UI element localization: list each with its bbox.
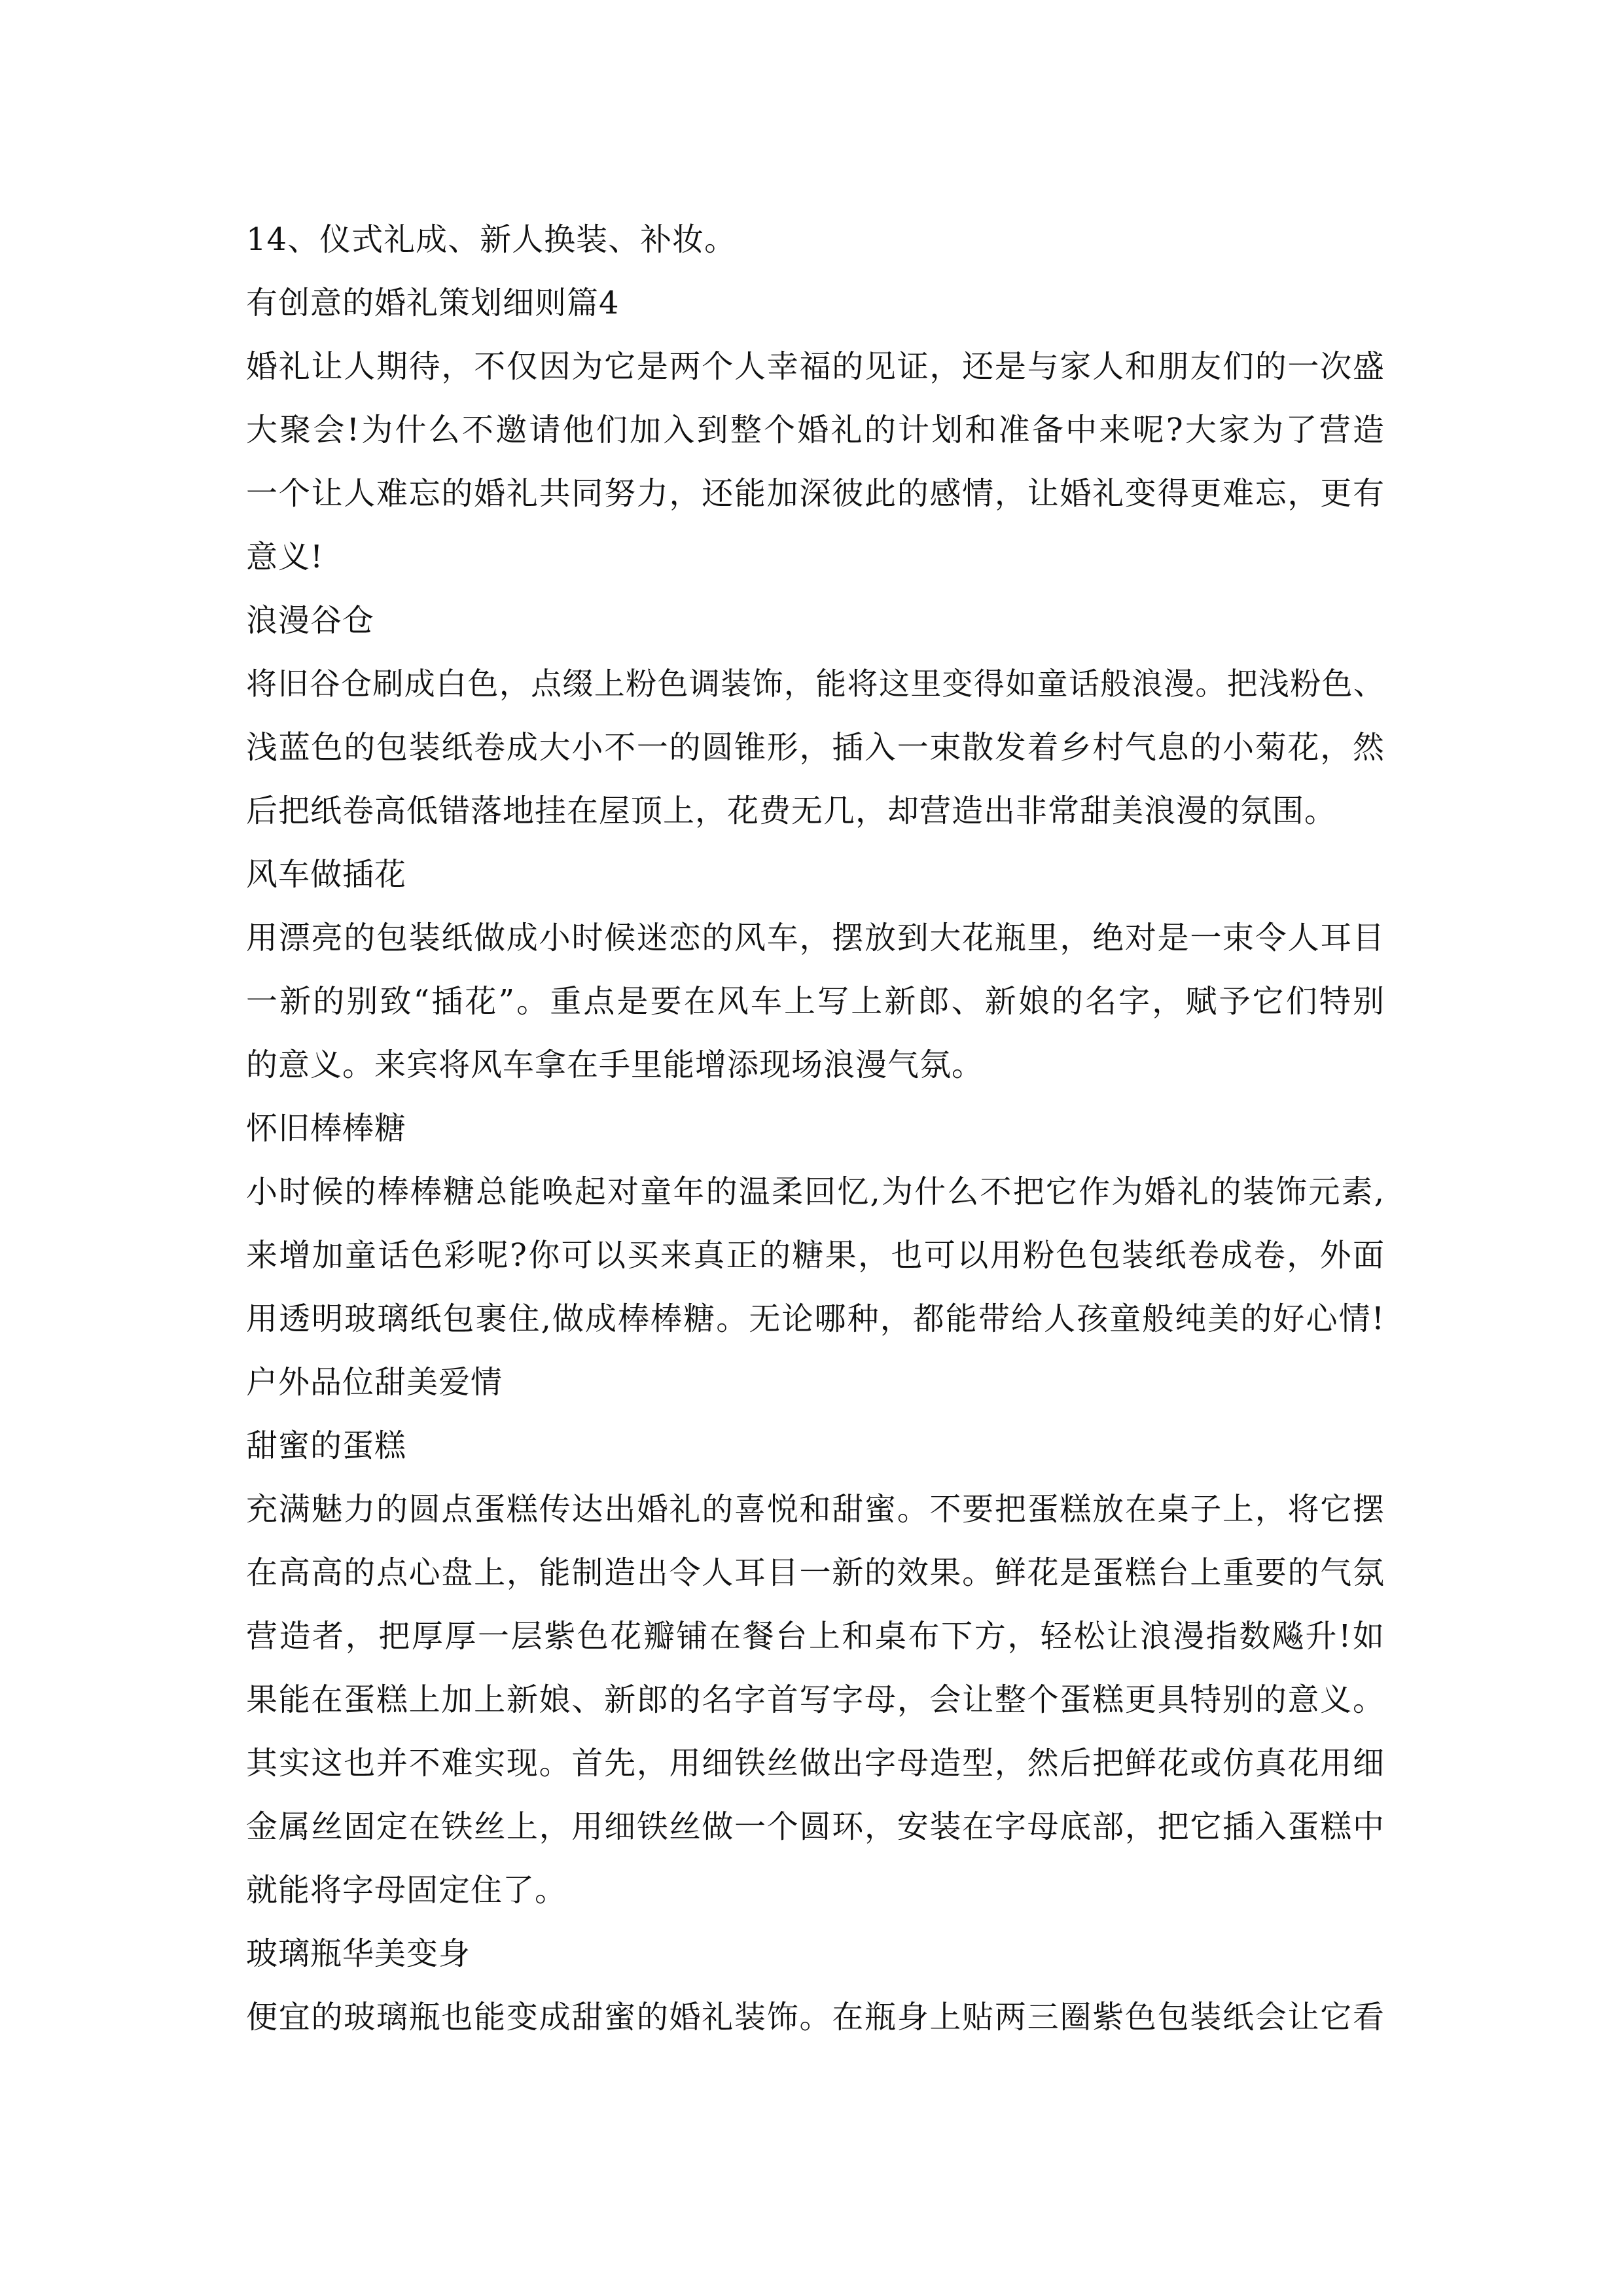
text-line: 用透明玻璃纸包裹住,做成棒棒糖。无论哪种，都能带给人孩童般纯美的好心情!	[246, 1300, 1385, 1337]
text-line: 便宜的玻璃瓶也能变成甜蜜的婚礼装饰。在瓶身上贴两三圈紫色包装纸会让它看	[246, 1999, 1385, 2036]
text-line: 14、仪式礼成、新人换装、补妆。	[246, 221, 737, 258]
text-line: 来增加童话色彩呢?你可以买来真正的糖果，也可以用粉色包装纸卷成卷，外面	[246, 1237, 1385, 1274]
text-line: 一个让人难忘的婚礼共同努力，还能加深彼此的感情，让婚礼变得更难忘，更有	[246, 475, 1385, 512]
document-body	[246, 208, 1385, 2049]
text-line: 就能将字母固定住了。	[246, 1872, 567, 1909]
text-line: 怀旧棒棒糖	[246, 1110, 407, 1147]
text-line: 在高高的点心盘上，能制造出令人耳目一新的效果。鲜花是蛋糕台上重要的气氛	[246, 1554, 1385, 1591]
text-line: 意义!	[246, 539, 324, 575]
text-line: 营造者，把厚厚一层紫色花瓣铺在餐台上和桌布下方，轻松让浪漫指数飚升!如	[246, 1618, 1385, 1655]
text-line: 金属丝固定在铁丝上，用细铁丝做一个圆环，安装在字母底部，把它插入蛋糕中	[246, 1808, 1385, 1845]
text-line: 的意义。来宾将风车拿在手里能增添现场浪漫气氛。	[246, 1047, 984, 1083]
text-line: 玻璃瓶华美变身	[246, 1935, 471, 1972]
text-line: 果能在蛋糕上加上新娘、新郎的名字首写字母，会让整个蛋糕更具特别的意义。	[246, 1681, 1385, 1718]
text-line: 甜蜜的蛋糕	[246, 1427, 407, 1464]
text-line: 婚礼让人期待，不仅因为它是两个人幸福的见证，还是与家人和朋友们的一次盛	[246, 348, 1385, 385]
text-line: 一新的别致“插花”。重点是要在风车上写上新郎、新娘的名字，赋予它们特别	[246, 983, 1385, 1020]
text-line: 充满魅力的圆点蛋糕传达出婚礼的喜悦和甜蜜。不要把蛋糕放在桌子上，将它摆	[246, 1491, 1385, 1528]
text-line: 浅蓝色的包装纸卷成大小不一的圆锥形，插入一束散发着乡村气息的小菊花，然	[246, 729, 1385, 766]
text-line: 浪漫谷仓	[246, 602, 375, 639]
text-line: 户外品位甜美爱情	[246, 1364, 503, 1401]
text-line: 小时候的棒棒糖总能唤起对童年的温柔回忆,为什么不把它作为婚礼的装饰元素,	[246, 1174, 1385, 1210]
text-line: 其实这也并不难实现。首先，用细铁丝做出字母造型，然后把鲜花或仿真花用细	[246, 1745, 1385, 1782]
text-line: 有创意的婚礼策划细则篇4	[246, 285, 620, 321]
text-line: 用漂亮的包装纸做成小时候迷恋的风车，摆放到大花瓶里，绝对是一束令人耳目	[246, 920, 1385, 956]
text-line: 后把纸卷高低错落地挂在屋顶上，花费无几，却营造出非常甜美浪漫的氛围。	[246, 793, 1337, 829]
text-line: 将旧谷仓刷成白色，点缀上粉色调装饰，能将这里变得如童话般浪漫。把浅粉色、	[246, 666, 1385, 702]
text-line: 风车做插花	[246, 856, 407, 893]
text-line: 大聚会!为什么不邀请他们加入到整个婚礼的计划和准备中来呢?大家为了营造	[246, 412, 1385, 448]
